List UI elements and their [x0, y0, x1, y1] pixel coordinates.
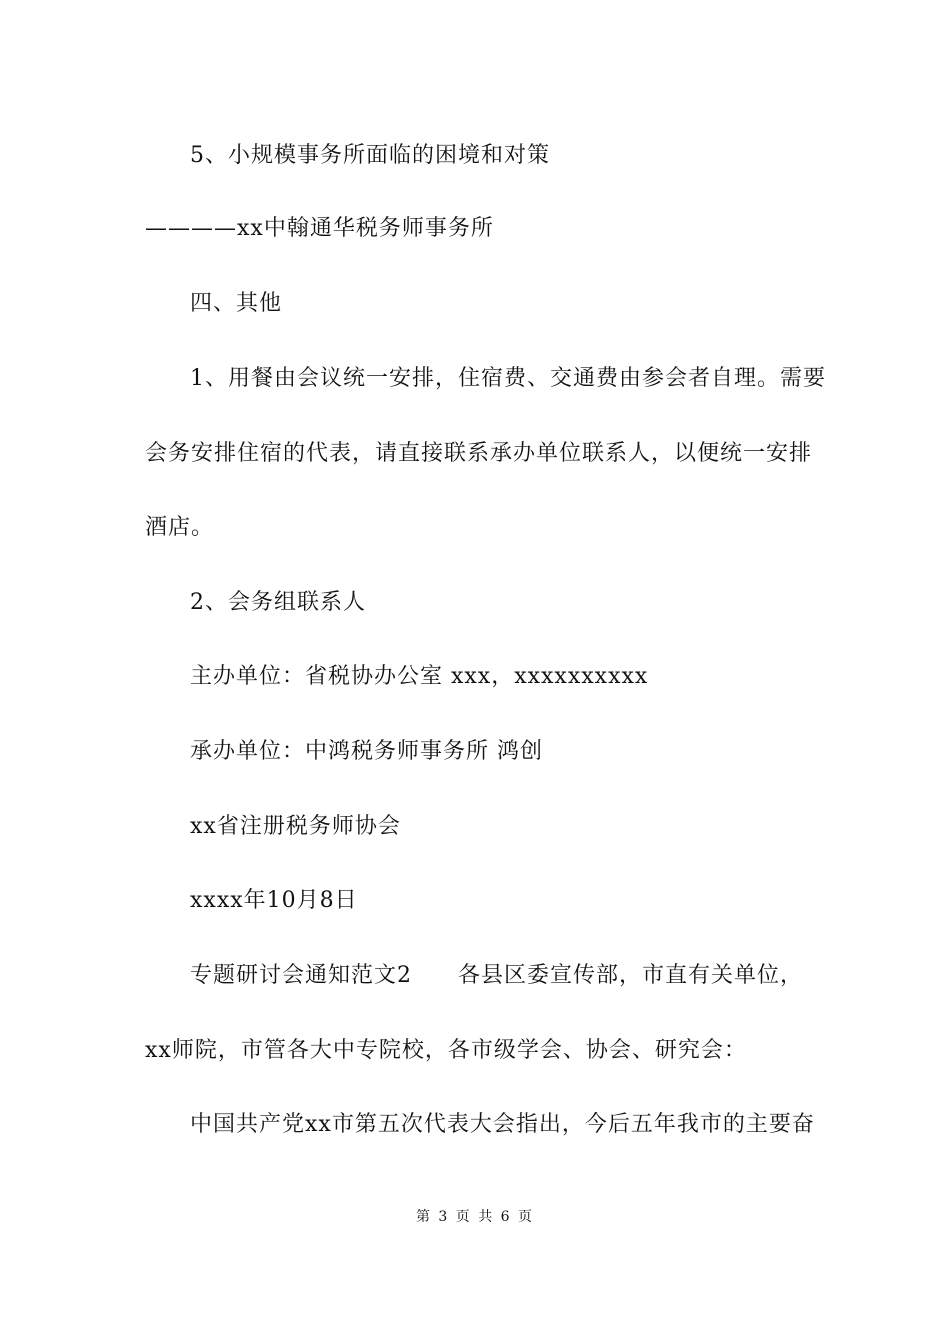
recipients-line: xx师院，市管各大中专院校，各市级学会、协会、研究会：: [145, 1038, 747, 1063]
date-line: xxxx年10月8日: [190, 888, 358, 913]
speaker-line: ————xx中翰通华税务师事务所: [145, 216, 494, 241]
paragraph-line-1: 1、用餐由会议统一安排，住宿费、交通费由参会者自理。需要: [190, 366, 826, 391]
paragraph-line-2: 会务安排住宿的代表，请直接联系承办单位联系人，以便统一安排: [145, 441, 813, 466]
section-item-5: 5、小规模事务所面临的困境和对策: [190, 143, 550, 168]
association-signature: xx省注册税务师协会: [190, 814, 401, 839]
paragraph-line-3: 酒店。: [145, 515, 215, 540]
page-number-footer: 第 3 页 共 6 页: [415, 1209, 535, 1225]
body-paragraph-start: 中国共产党xx市第五次代表大会指出，今后五年我市的主要奋: [190, 1112, 815, 1137]
host-unit-line: 主办单位：省税协办公室 xxx，xxxxxxxxxx: [190, 664, 649, 689]
contact-heading: 2、会务组联系人: [190, 590, 366, 615]
section-heading-other: 四、其他: [190, 291, 283, 316]
notice-title-line: 专题研讨会通知范文2 各县区委宣传部，市直有关单位，: [190, 963, 803, 988]
organizer-unit-line: 承办单位：中鸿税务师事务所 鸿创: [190, 739, 543, 764]
